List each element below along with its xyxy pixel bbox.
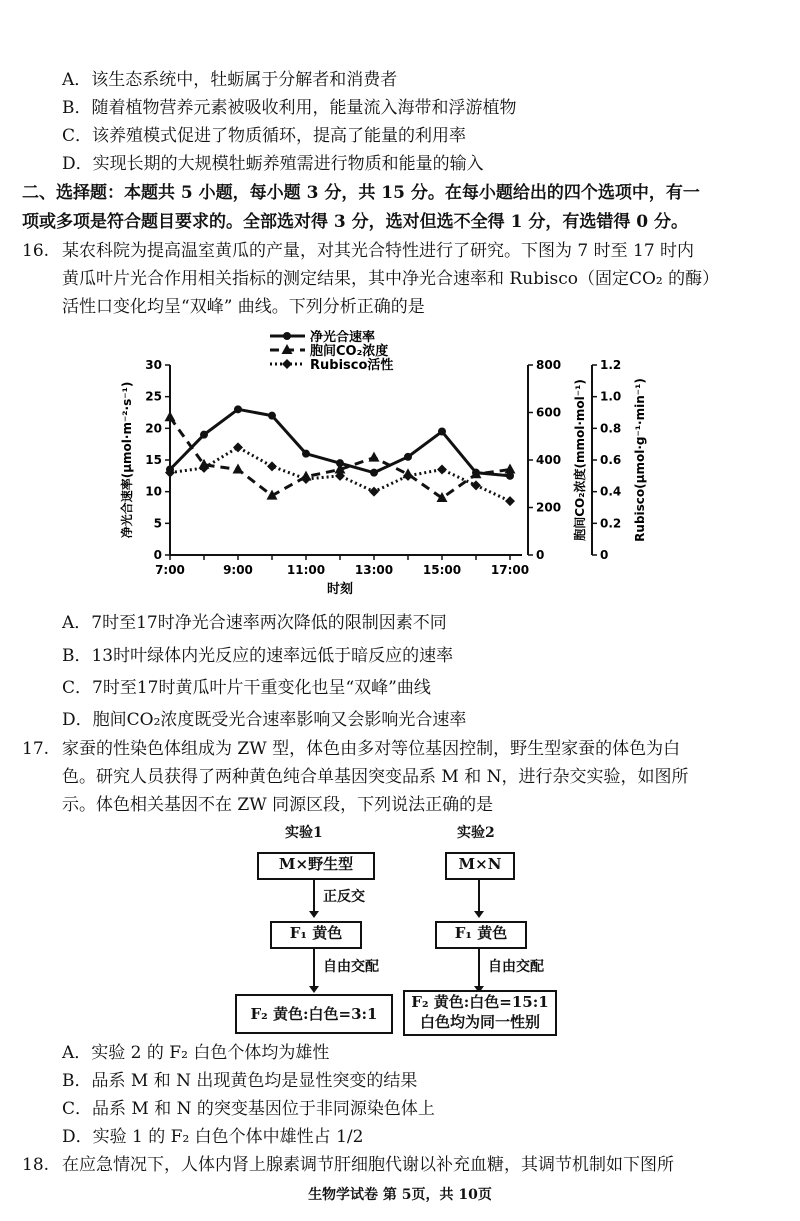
- left-tick-label: 20: [145, 421, 162, 436]
- middle-axis-label: 胞间CO₂浓度(mmol·mol⁻¹): [573, 379, 587, 541]
- net-photosynthesis-point: [438, 428, 446, 436]
- net-photosynthesis-point: [234, 405, 242, 413]
- q16-option-a: A．7时至17时净光合速率两次降低的限制因素不同: [62, 613, 447, 633]
- exp2-f2-line2: 白色均为同一性别: [419, 1013, 540, 1031]
- exp2-step2: 自由交配: [488, 959, 544, 975]
- left-tick-label: 15: [145, 453, 162, 467]
- q17-stem-1: 家蚕的性染色体组成为 ZW 型，体色由多对等位基因控制，野生型家蚕的体色为白: [62, 739, 681, 759]
- q16-option-b: B．13时叶绿体内光反应的速率远低于暗反应的速率: [62, 646, 454, 666]
- page-footer: 生物学试卷 第 5页，共 10页: [308, 1187, 492, 1203]
- exp2-f2-line1: F₂ 黄色:白色=15:1: [411, 993, 549, 1011]
- exp1-cross-box: M×野生型: [257, 852, 375, 880]
- exp2-cross-box: M×N: [445, 852, 515, 880]
- net-photosynthesis-point: [370, 469, 378, 477]
- q15-option-a: A．该生态系统中，牡蛎属于分解者和消费者: [62, 70, 398, 90]
- exp2-title: 实验2: [457, 825, 495, 841]
- net-photosynthesis-point: [302, 450, 310, 458]
- left-tick-label: 25: [145, 389, 162, 404]
- intercellular-co2-line: [170, 417, 510, 498]
- x-tick-label: 13:00: [354, 563, 394, 577]
- q15-option-c: C．该养殖模式促进了物质循环，提高了能量的利用率: [62, 126, 467, 146]
- right-tick-label: 0: [600, 548, 609, 562]
- rubisco-activity-point: [301, 474, 311, 484]
- middle-tick-label: 200: [536, 500, 562, 515]
- left-tick-label: 0: [153, 548, 162, 562]
- rubisco-activity-point: [437, 465, 447, 475]
- q16-number: 16.: [22, 241, 50, 261]
- exp1-step1: 正反交: [323, 889, 365, 905]
- middle-tick-label: 800: [536, 358, 562, 372]
- net-photosynthesis-point: [200, 431, 208, 439]
- q18-number: 18.: [22, 1155, 50, 1175]
- exp2-arrow-2: [478, 947, 480, 987]
- x-tick-label: 15:00: [422, 563, 462, 577]
- section2-line2: 项或多项是符合题目要求的。全部选对得 3 分，选对但选不全得 1 分，有选错得 0 分。: [22, 212, 688, 232]
- x-axis-label: 时刻: [326, 582, 354, 597]
- right-tick-label: 0.2: [600, 516, 622, 531]
- intercellular-co2-point: [233, 464, 244, 474]
- q17-number: 17.: [22, 739, 50, 759]
- q16-option-d: D．胞间CO₂浓度既受光合速率影响又会影响光合速率: [62, 710, 467, 730]
- exp1-step2: 自由交配: [323, 959, 379, 975]
- rubisco-activity-point: [233, 442, 243, 452]
- section2-line1: 二、选择题：本题共 5 小题，每小题 3 分，共 15 分。在每小题给出的四个选项中，有一: [22, 183, 700, 203]
- exp2-f2-box: [403, 990, 557, 1036]
- q17-option-b: B．品系 M 和 N 出现黄色均是显性突变的结果: [62, 1071, 418, 1091]
- right-tick-label: 0.4: [600, 484, 622, 499]
- middle-tick-label: 0: [536, 548, 545, 562]
- x-tick-label: 17:00: [490, 563, 530, 577]
- rubisco-activity-legend-marker: [282, 359, 292, 369]
- q17-stem-2: 色。研究人员获得了两种黄色纯合单基因突变品系 M 和 N，进行杂交实验，如图所: [62, 767, 689, 787]
- q16-stem-3: 活性口变化均呈“双峰” 曲线。下列分析正确的是: [62, 297, 425, 317]
- q17-option-d: D．实验 1 的 F₂ 白色个体中雄性占 1/2: [62, 1127, 364, 1147]
- intercellular-co2-point: [165, 411, 176, 421]
- exp2-f1-box: F₁ 黄色: [435, 921, 527, 949]
- left-axis-label: 净光合速率(μmol·m⁻²·s⁻¹): [120, 381, 134, 539]
- exp1-arrow-1: [313, 878, 315, 912]
- q18-stem: 在应急情况下，人体内肾上腺素调节肝细胞代谢以补充血糖，其调节机制如下图所: [62, 1155, 674, 1175]
- q17-option-c: C．品系 M 和 N 的突变基因位于非同源染色体上: [62, 1099, 435, 1119]
- left-tick-label: 30: [145, 358, 162, 372]
- q16-option-c: C．7时至17时黄瓜叶片干重变化也呈“双峰”曲线: [62, 678, 431, 698]
- left-tick-label: 5: [153, 516, 162, 531]
- left-tick-label: 10: [145, 484, 162, 499]
- q16-stem-2: 黄瓜叶片光合作用相关指标的测定结果，其中净光合速率和 Rubisco（固定CO₂ 的酶）: [62, 269, 720, 289]
- x-tick-label: 11:00: [286, 563, 326, 577]
- middle-tick-label: 400: [536, 453, 562, 467]
- rubisco-activity-point: [403, 471, 413, 481]
- rubisco-activity-point: [369, 487, 379, 497]
- rubisco-activity-point: [471, 480, 481, 490]
- exp1-f1-box: F₁ 黄色: [270, 921, 362, 949]
- rubisco-activity-point: [505, 496, 515, 506]
- exp2-arrow-1: [478, 878, 480, 912]
- intercellular-co2-point: [505, 464, 516, 474]
- legend-label: Rubisco活性: [310, 358, 394, 373]
- legend-label: 净光合速率: [310, 330, 376, 345]
- x-tick-label: 9:00: [223, 563, 253, 577]
- middle-tick-label: 600: [536, 405, 562, 420]
- legend-label: 胞间CO₂浓度: [310, 344, 389, 359]
- exp1-f2-box: F₂ 黄色:白色=3:1: [235, 994, 393, 1034]
- exp1-arrow-2: [313, 947, 315, 987]
- right-tick-label: 0.8: [600, 421, 622, 436]
- intercellular-co2-point: [369, 452, 380, 462]
- right-axis-label: Rubisco(μmol·g⁻¹·min⁻¹): [633, 378, 647, 542]
- right-tick-label: 0.6: [600, 453, 622, 467]
- right-tick-label: 1.2: [600, 358, 622, 372]
- net-photosynthesis-point: [404, 453, 412, 461]
- q16-stem-1: 某农科院为提高温室黄瓜的产量，对其光合特性进行了研究。下图为 7 时至 17 时内: [62, 241, 695, 261]
- q17-stem-3: 示。体色相关基因不在 ZW 同源区段，下列说法正确的是: [62, 795, 494, 815]
- exp1-title: 实验1: [285, 825, 323, 841]
- q15-option-d: D．实现长期的大规模牡蛎养殖需进行物质和能量的输入: [62, 154, 484, 174]
- q15-option-b: B．随着植物营养元素被吸收利用，能量流入海带和浮游植物: [62, 98, 517, 118]
- x-tick-label: 7:00: [155, 563, 185, 577]
- net-photosynthesis-legend-marker: [283, 332, 291, 340]
- net-photosynthesis-point: [268, 412, 276, 420]
- photosynthesis-chart: [115, 330, 675, 600]
- q17-option-a: A．实验 2 的 F₂ 白色个体均为雄性: [62, 1043, 330, 1063]
- rubisco-activity-point: [267, 461, 277, 471]
- right-tick-label: 1.0: [600, 389, 622, 404]
